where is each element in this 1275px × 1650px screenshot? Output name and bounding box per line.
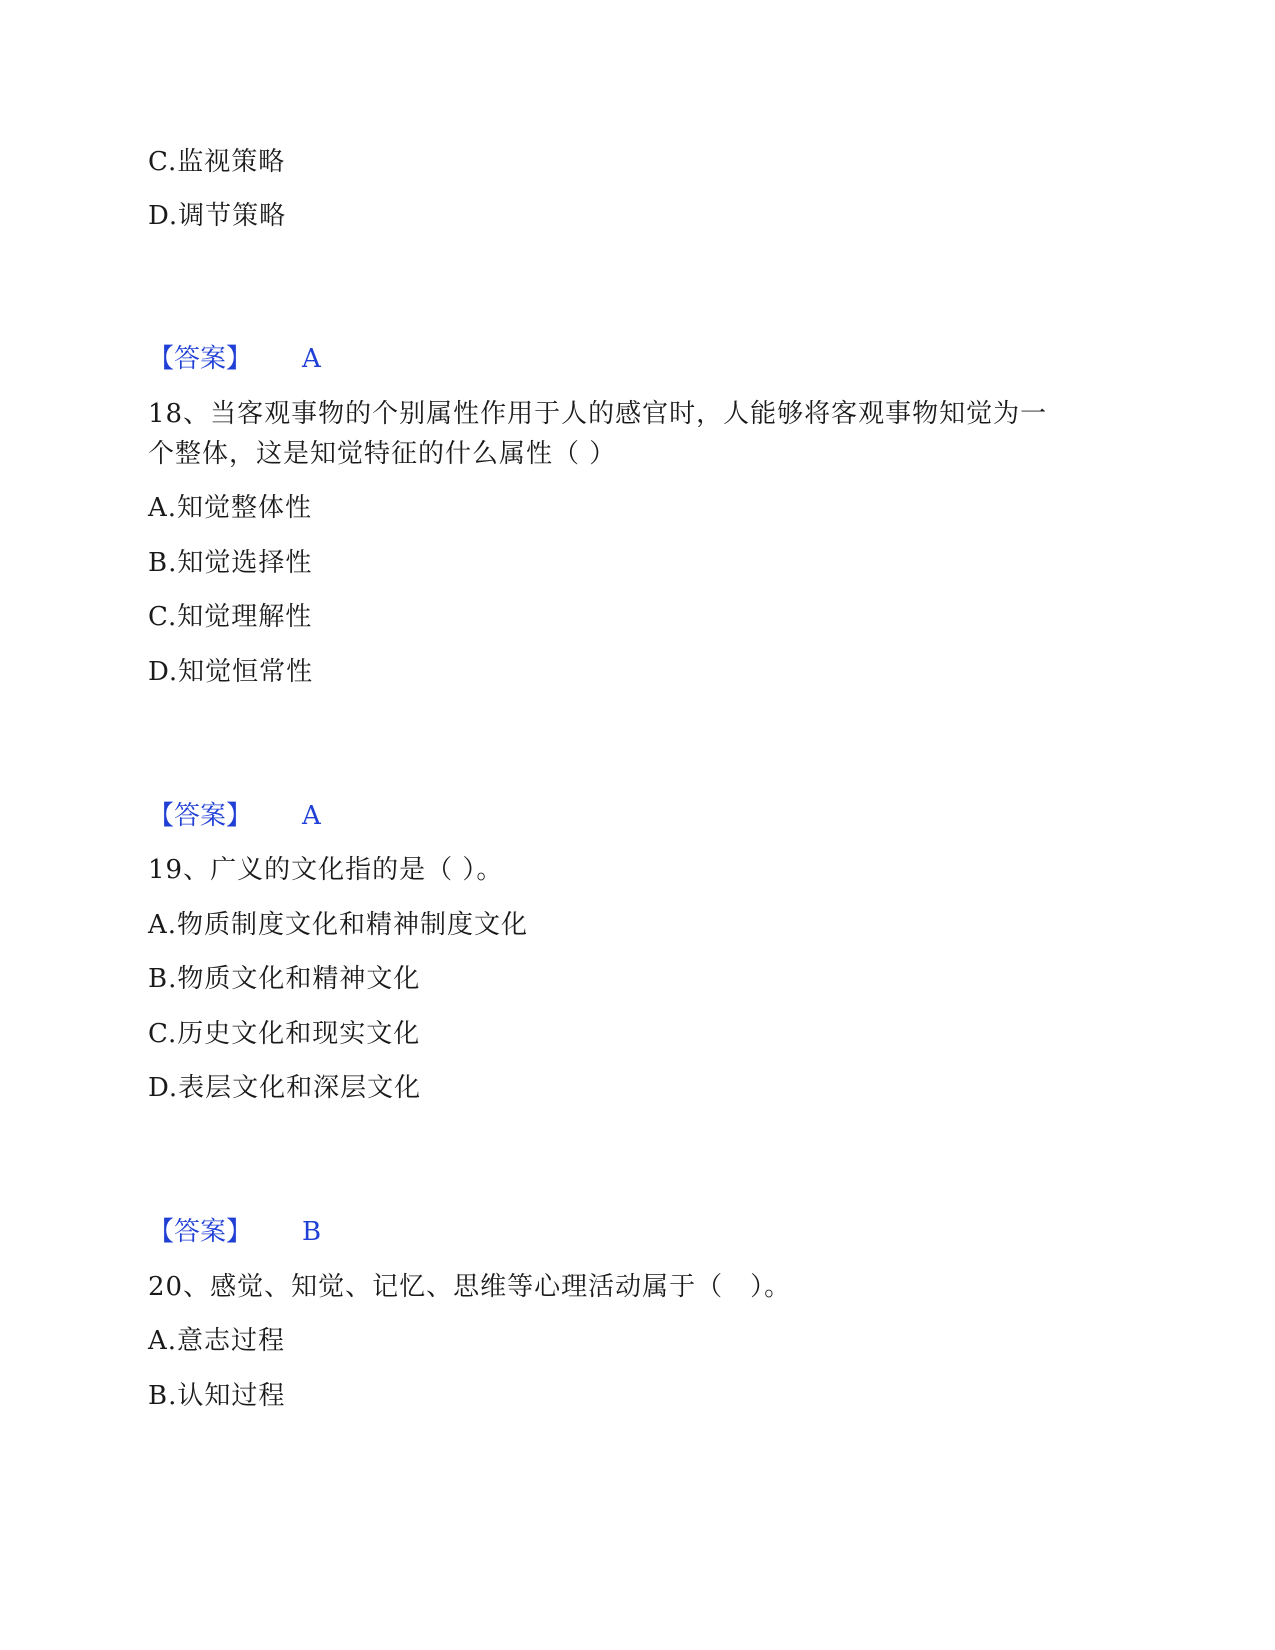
q19-option-c: C.历史文化和现实文化 (148, 1019, 421, 1049)
q18-option-d: D.知觉恒常性 (148, 657, 314, 687)
answer-value: A (302, 344, 321, 374)
q19-stem: 19、广义的文化指的是（ ）。 (148, 855, 504, 885)
answer-value: A (302, 801, 321, 831)
q20-option-a: A.意志过程 (148, 1326, 286, 1356)
q18-stem-line2: 个整体，这是知觉特征的什么属性（ ） (148, 439, 617, 469)
q17-option-d: D.调节策略 (148, 201, 287, 231)
q18-stem-line1: 18、当客观事物的个别属性作用于人的感官时，人能够将客观事物知觉为一 (148, 399, 1048, 429)
q19-answer (148, 1212, 321, 1252)
q18-option-c: C.知觉理解性 (148, 602, 313, 632)
q19-option-d: D.表层文化和深层文化 (148, 1073, 422, 1103)
answer-label: 【答案】 (148, 801, 253, 831)
q18-answer (148, 796, 321, 836)
q19-option-b: B.物质文化和精神文化 (148, 964, 421, 994)
q18-option-a: A.知觉整体性 (148, 493, 313, 523)
answer-value: B (302, 1217, 322, 1247)
answer-label: 【答案】 (148, 344, 253, 374)
answer-label: 【答案】 (148, 1217, 253, 1247)
q19-option-a: A.物质制度文化和精神制度文化 (148, 910, 529, 940)
q17-answer (148, 339, 321, 379)
q20-option-b: B.认知过程 (148, 1381, 286, 1411)
q20-stem: 20、感觉、知觉、记忆、思维等心理活动属于（ ）。 (148, 1272, 792, 1302)
q18-option-b: B.知觉选择性 (148, 548, 313, 578)
q17-option-c: C.监视策略 (148, 147, 286, 177)
